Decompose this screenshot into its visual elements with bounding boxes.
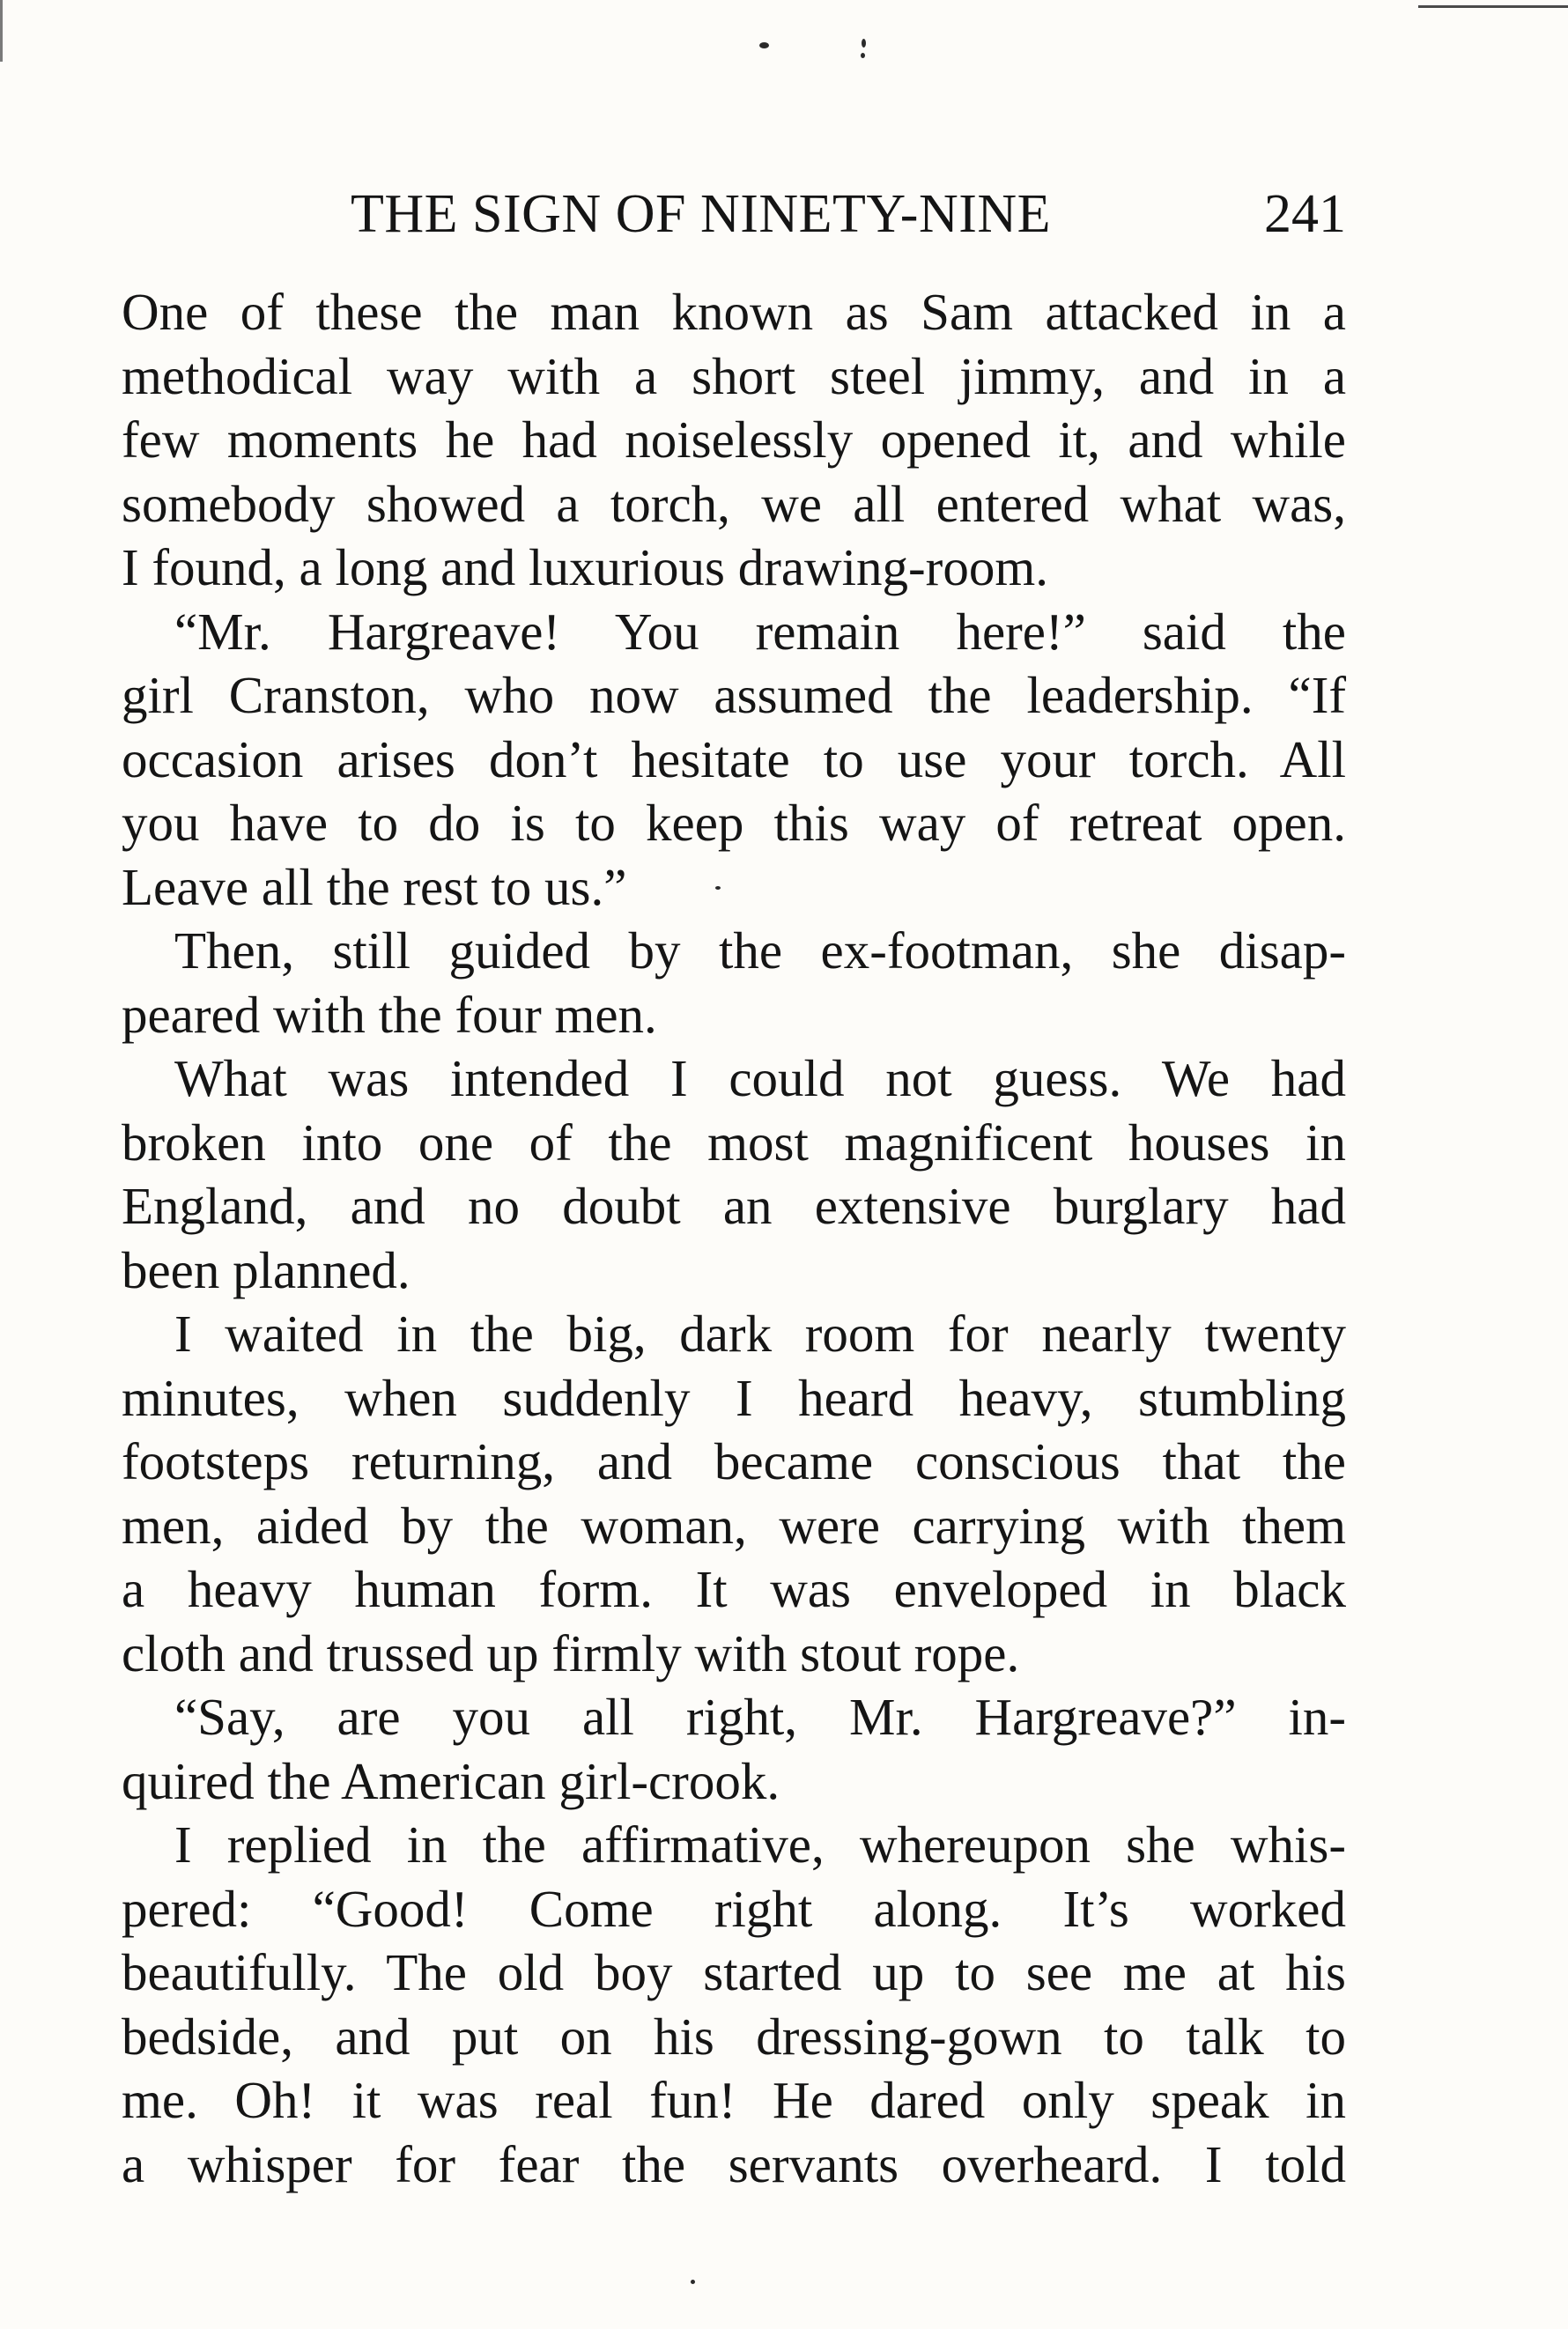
text-line: footsteps returning, and became conscious that the	[122, 1432, 1346, 1490]
text-line: been planned.	[122, 1240, 410, 1299]
text-line: “Mr. Hargreave! You remain here!” said the	[174, 602, 1346, 661]
page-header	[122, 183, 1346, 245]
page-number: 241	[1264, 184, 1346, 244]
ink-speck	[862, 39, 866, 48]
text-line: Then, still guided by the ex-footman, she disap-	[174, 921, 1346, 980]
text-line: One of these the man known as Sam attacked in a	[122, 283, 1346, 341]
text-line: girl Cranston, who now assumed the leadership. “If	[122, 666, 1346, 724]
text-line: minutes, when suddenly I heard heavy, stumbling	[122, 1368, 1346, 1427]
text-line: “Say, are you all right, Mr. Hargreave?” in-	[174, 1688, 1346, 1746]
text-line: I found, a long and luxurious drawing-room.	[122, 538, 1048, 596]
text-line: methodical way with a short steel jimmy, and in a	[122, 346, 1346, 405]
text-line: I waited in the big, dark room for nearly twenty	[174, 1305, 1346, 1363]
text-line: What was intended I could not guess. We had	[174, 1049, 1346, 1107]
page-body	[122, 280, 1346, 2196]
text-line: men, aided by the woman, were carrying with them	[122, 1496, 1346, 1555]
text-line: somebody showed a torch, we all entered what was,	[122, 474, 1346, 533]
text-line: quired the American girl-crook.	[122, 1751, 780, 1810]
text-line: bedside, and put on his dressing-gown to talk to	[122, 2007, 1346, 2066]
scan-edge-rule	[1418, 5, 1568, 8]
text-line: a whisper for fear the servants overheard. I told	[122, 2134, 1346, 2193]
text-line: a heavy human form. It was enveloped in black	[122, 1560, 1346, 1618]
text-line: you have to do is to keep this way of retreat open.	[122, 794, 1346, 852]
text-line: I replied in the affirmative, whereupon she whis-	[174, 1815, 1346, 1874]
text-line: occasion arises don’t hesitate to use your torch. All	[122, 729, 1346, 788]
text-line: Leave all the rest to us.”	[122, 857, 627, 916]
text-line: peared with the four men.	[122, 985, 657, 1044]
text-line: pered: “Good! Come right along. It’s worked	[122, 1879, 1346, 1938]
text-line: England, and no doubt an extensive burglary had	[122, 1177, 1346, 1235]
ink-speck	[691, 2280, 695, 2284]
ink-speck	[861, 53, 865, 58]
text-line: broken into one of the most magnificent houses in	[122, 1113, 1346, 1172]
text-line: me. Oh! it was real fun! He dared only speak in	[122, 2071, 1346, 2129]
ink-speck	[759, 42, 769, 48]
text-line: few moments he had noiselessly opened it, and while	[122, 410, 1346, 469]
scan-left-edge	[0, 0, 3, 62]
text-line: cloth and trussed up firmly with stout rope.	[122, 1623, 1020, 1682]
text-line: beautifully. The old boy started up to see me at his	[122, 1943, 1346, 2001]
running-title: THE SIGN OF NINETY-NINE	[351, 184, 1052, 244]
